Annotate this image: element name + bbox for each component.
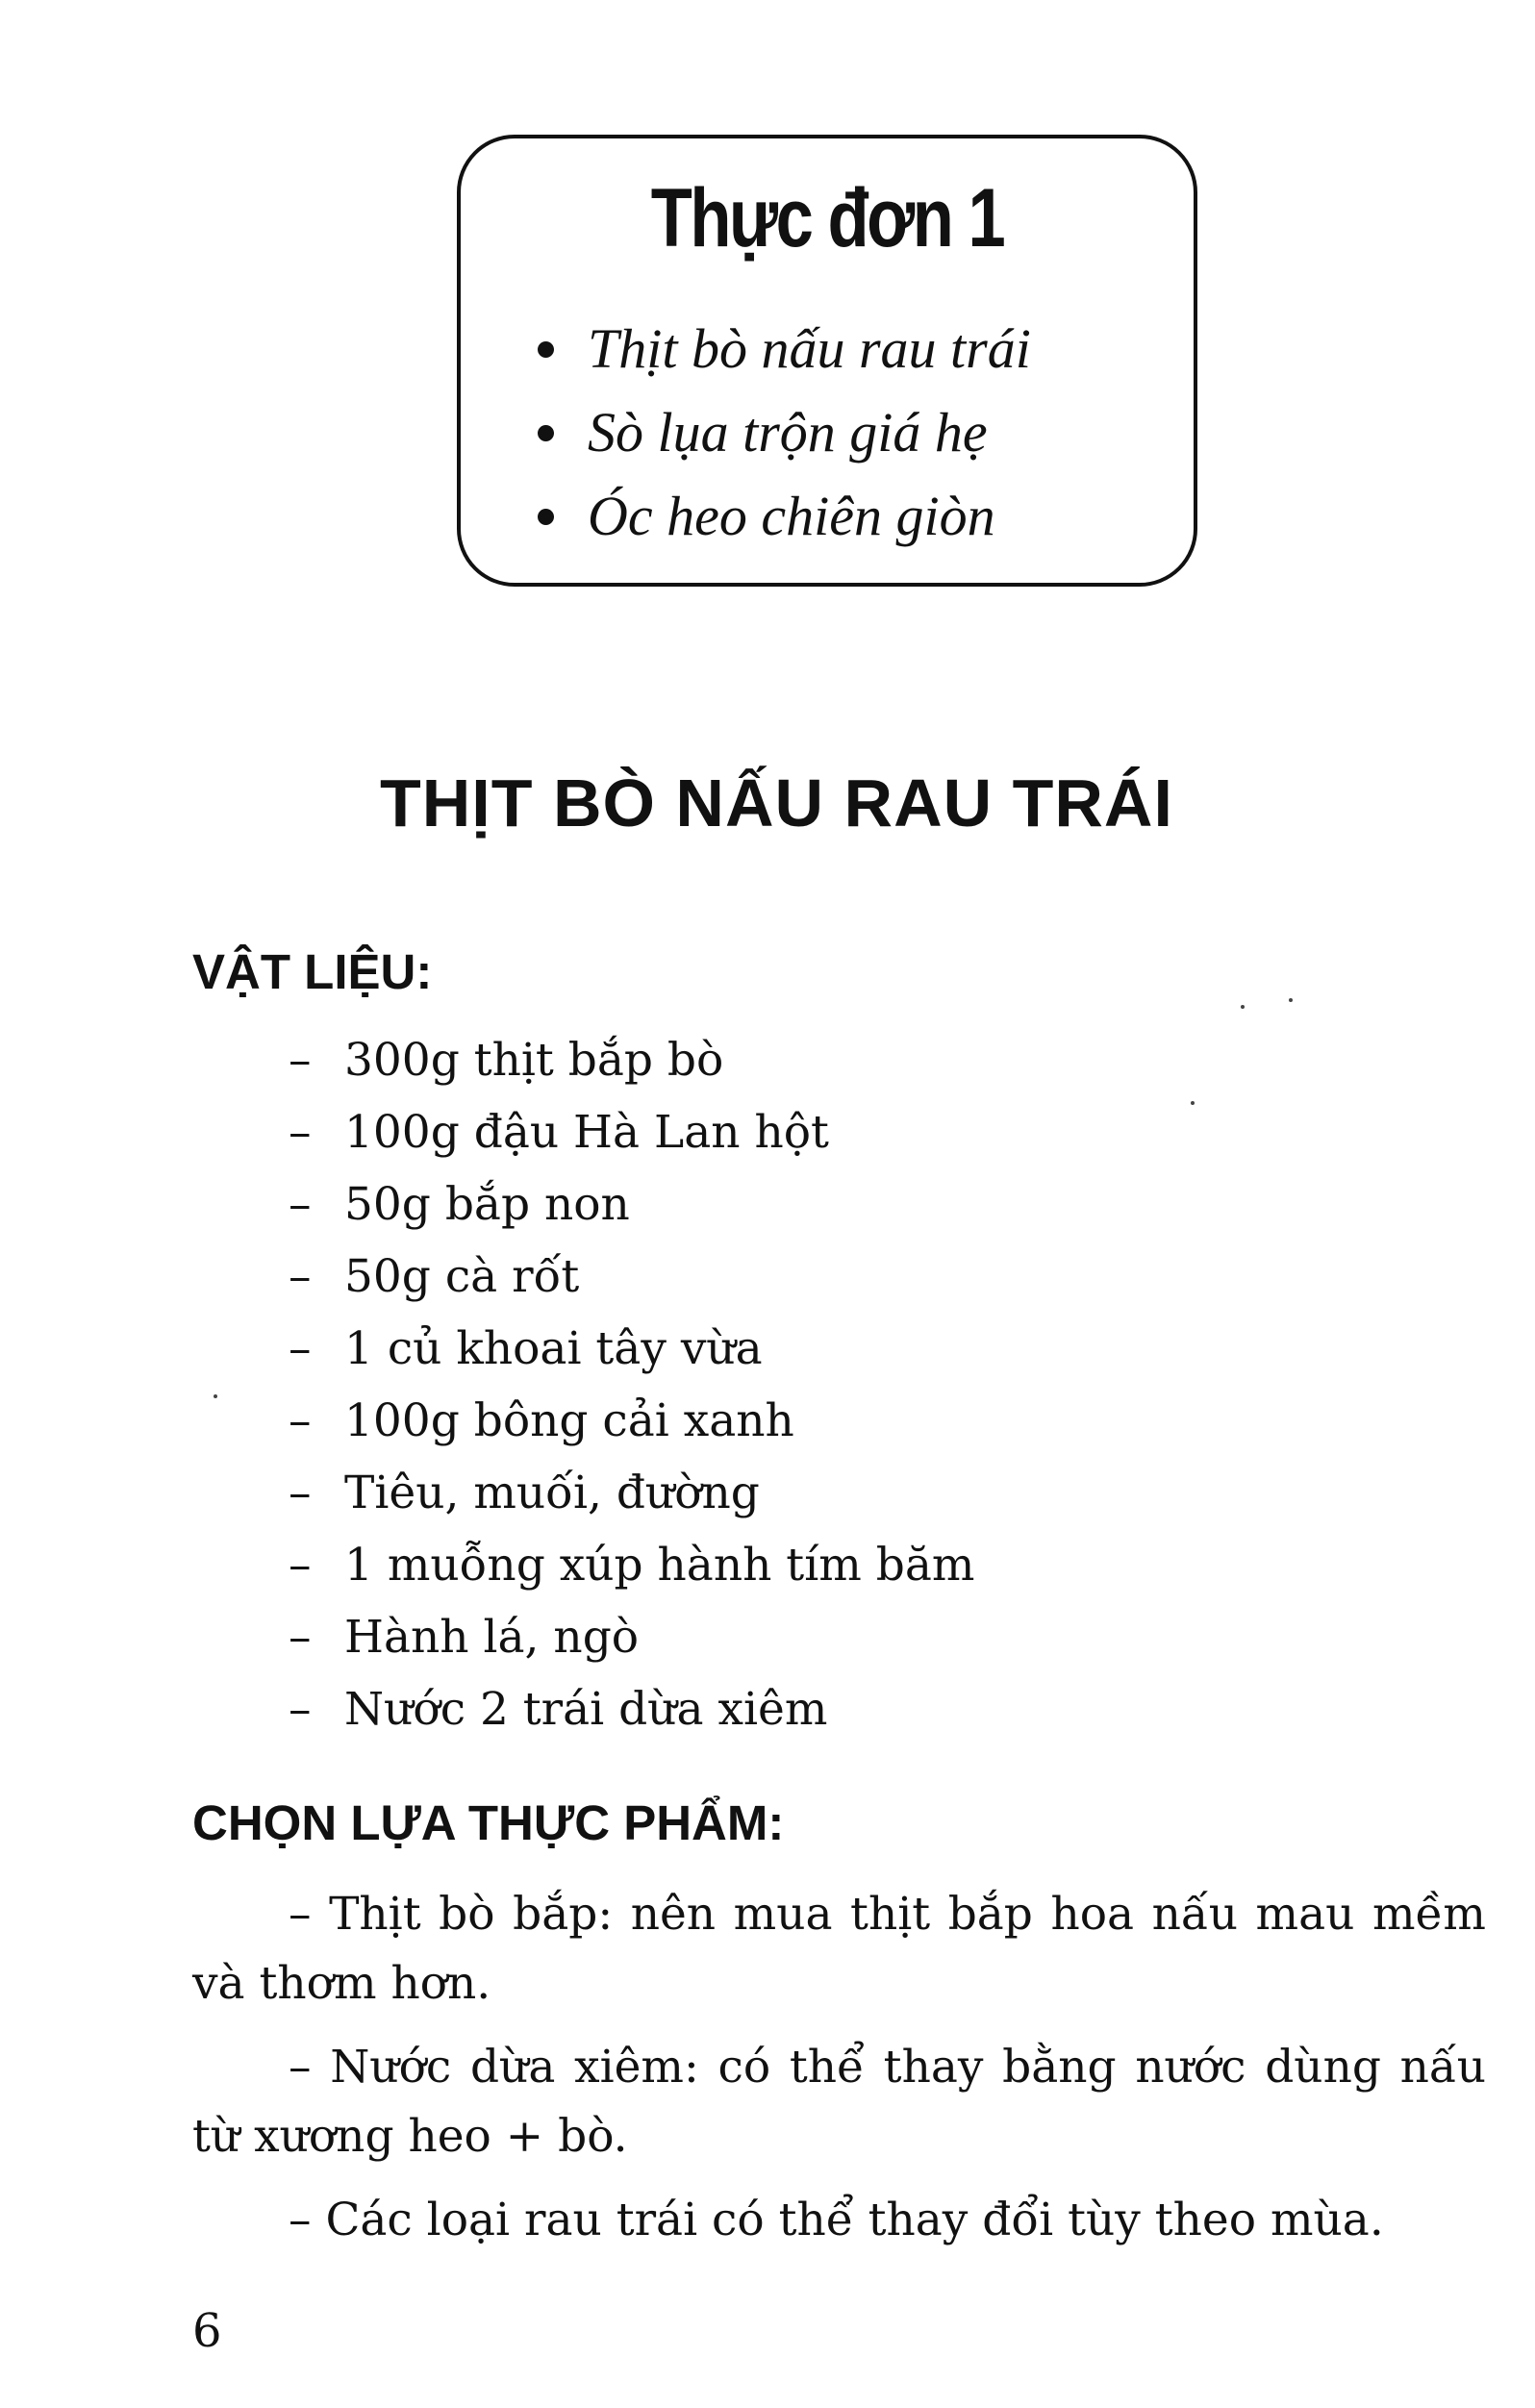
list-item [289, 1168, 974, 1241]
paragraph: – Các loại rau trái có thể thay đổi tùy theo mùa. [289, 2194, 1384, 2246]
dash-icon: – [289, 1250, 312, 1303]
speck [214, 1394, 217, 1398]
dash-icon: – [289, 1539, 312, 1592]
ingredient-label: Hành lá, ngò [344, 1611, 640, 1664]
dash-icon: – [289, 1106, 312, 1159]
ingredient-label: 50g cà rốt [344, 1250, 580, 1303]
ingredient-label: 100g đậu Hà Lan hột [344, 1106, 829, 1159]
dash-icon: – [289, 1322, 312, 1375]
dash-icon: – [289, 1034, 312, 1087]
menu-item [538, 474, 1031, 558]
paragraph: – Thịt bò bắp: nên mua thịt bắp hoa nấu mau mềm và thơm hơn. [192, 1888, 1486, 2010]
menu-item [538, 390, 1031, 474]
dash-icon: – [289, 1467, 312, 1519]
dash-icon: – [289, 1683, 312, 1736]
list-item [289, 1601, 974, 1673]
list-item [289, 1457, 974, 1529]
menu-list [538, 307, 1031, 558]
bullet-icon [538, 425, 554, 441]
ingredient-list [289, 1024, 974, 1745]
dash-icon: – [289, 1178, 312, 1231]
dash-icon: – [289, 1394, 312, 1447]
bullet-icon [538, 509, 554, 525]
speck [1289, 998, 1293, 1002]
menu-item [538, 307, 1031, 390]
menu-box [457, 135, 1197, 587]
list-item [289, 1096, 974, 1168]
menu-title: Thực đơn 1 [650, 172, 1004, 264]
menu-item-label: Óc heo chiên giòn [588, 485, 995, 547]
ingredient-label: 1 củ khoai tây vừa [344, 1322, 763, 1375]
bullet-icon [538, 341, 554, 358]
list-item [289, 1024, 974, 1096]
speck [1191, 1101, 1195, 1105]
list-item [289, 1241, 974, 1313]
page-number: 6 [192, 2304, 222, 2358]
ingredient-label: 100g bông cải xanh [344, 1394, 794, 1447]
speck [1241, 1005, 1245, 1009]
ingredients-heading: VẬT LIỆU: [192, 944, 433, 999]
list-item [289, 1673, 974, 1745]
ingredient-label: 50g bắp non [344, 1178, 630, 1231]
ingredient-label: Nước 2 trái dừa xiêm [344, 1683, 828, 1736]
paragraph: – Nước dừa xiêm: có thể thay bằng nước dùng nấu từ xương heo + bò. [192, 2041, 1486, 2163]
list-item [289, 1529, 974, 1601]
menu-item-label: Sò lụa trộn giá hẹ [588, 401, 988, 464]
ingredient-label: Tiêu, muối, đường [344, 1467, 760, 1519]
ingredient-label: 1 muỗng xúp hành tím băm [344, 1539, 975, 1592]
list-item [289, 1385, 974, 1457]
menu-item-label: Thịt bò nấu rau trái [588, 317, 1031, 380]
selection-heading: CHỌN LỰA THỰC PHẨM: [192, 1795, 785, 1850]
list-item [289, 1313, 974, 1385]
ingredient-label: 300g thịt bắp bò [344, 1034, 724, 1087]
selection-paragraphs [192, 1880, 1486, 2270]
recipe-title: THỊT BÒ NẤU RAU TRÁI [380, 765, 1173, 840]
dash-icon: – [289, 1611, 312, 1664]
